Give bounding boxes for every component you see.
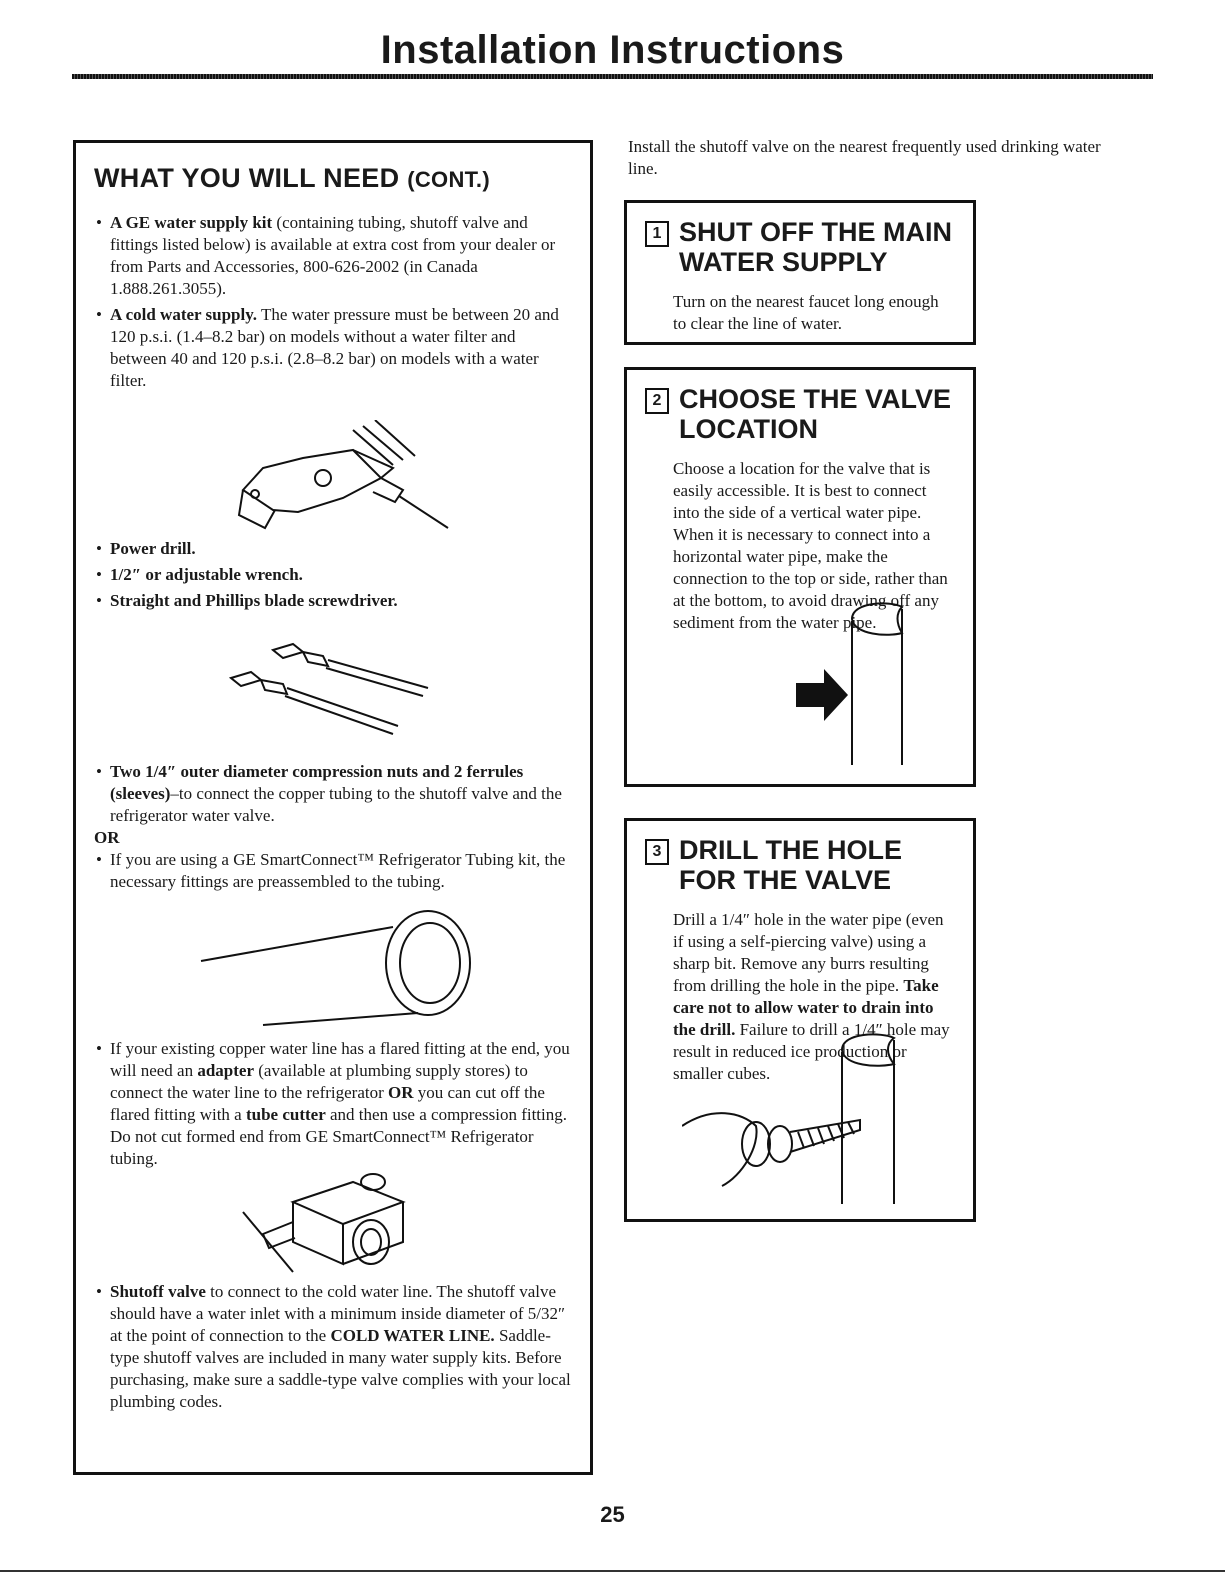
step-3-box	[624, 818, 976, 1222]
what-you-will-need-heading	[94, 163, 572, 194]
heading-cont: (CONT.)	[407, 167, 490, 192]
tool-wrench-label: 1/2″ or adjustable wrench.	[110, 565, 303, 584]
bullet-water-supply-kit	[94, 212, 572, 300]
step-1-number: 1	[645, 221, 669, 247]
cold-water-text: The water pressure must be between 20 and 120 p.s.i. (1.4–8.2 bar) on models without a water filter and between 40 and 120 p.s.i. (2.8–8.2 bar) on models with a water filter.	[110, 305, 559, 390]
what-you-will-need-box	[73, 140, 593, 1475]
shutoff-text-b: Saddle-type shutoff valves are included in many water supply kits. Before purchasing, make sure a saddle-type valve complies with your local plumbing codes.	[110, 1326, 571, 1411]
title-rule	[72, 74, 1153, 79]
step-3-warning: Take care not to allow water to drain into the drill.	[673, 976, 939, 1039]
step-2-box	[624, 367, 976, 787]
bullet-cold-water-supply	[94, 304, 572, 392]
tool-screwdriver-label: Straight and Phillips blade screwdriver.	[110, 591, 398, 610]
cold-water-bold: A cold water supply.	[110, 305, 258, 324]
kit-bold: A GE water supply kit	[110, 213, 273, 232]
bullet-flared-fitting	[94, 1038, 572, 1170]
tool-wrench	[94, 564, 572, 586]
adapter-bold: adapter	[197, 1061, 255, 1080]
step-2-title: CHOOSE THE VALVE LOCATION	[679, 384, 952, 444]
flared-text-a: If your existing copper water line has a flared fitting at the end, you will need an	[110, 1039, 570, 1080]
tool-screwdriver	[94, 590, 572, 612]
power-drill-illustration	[203, 420, 463, 530]
step-2-number: 2	[645, 388, 669, 414]
shutoff-valve-illustration	[233, 1172, 433, 1277]
heading-main: WHAT YOU WILL NEED	[94, 163, 400, 193]
step-3-body-a: Drill a 1/4″ hole in the water pipe (even if using a self-piercing valve) using a sharp bit. Remove any burrs resulting from drilling the hole in the pipe.	[673, 910, 944, 995]
flared-or-bold: OR	[388, 1083, 414, 1102]
kit-text: (containing tubing, shutoff valve and fittings listed below) is available at extra cost from your dealer or from Parts and Accessories, 800-626-2002 (in Canada 1.888.261.3055).	[110, 213, 556, 298]
flared-text-c: you can cut off the flared fitting with a	[110, 1083, 545, 1124]
tube-end-illustration	[183, 897, 483, 1032]
shutoff-bold: Shutoff valve	[110, 1282, 206, 1301]
tool-power-drill-label: Power drill.	[110, 539, 196, 558]
smartconnect-text: If you are using a GE SmartConnect™ Refrigerator Tubing kit, the necessary fittings are preassembled to the tubing.	[110, 850, 566, 891]
flared-text-d: and then use a compression fitting. Do not cut formed end from GE SmartConnect™ Refrigerator tubing.	[110, 1105, 568, 1168]
bullet-compression-nuts	[94, 761, 572, 827]
shutoff-text-a: to connect to the cold water line. The shutoff valve should have a water inlet with a minimum inside diameter of 5/32″ at the point of connection to the	[110, 1282, 566, 1345]
flared-text-b: (available at plumbing supply stores) to connect the water line to the refrigerator	[110, 1061, 528, 1102]
bullet-smartconnect	[94, 849, 572, 893]
step-3-number: 3	[645, 839, 669, 865]
nuts-bold: Two 1/4″ outer diameter compression nuts and 2 ferrules (sleeves)	[110, 762, 524, 803]
step-3-title: DRILL THE HOLE FOR THE VALVE	[679, 835, 903, 895]
vertical-pipe-arrow-illustration	[792, 595, 932, 770]
step-3-body-b: Failure to drill a 1/4″ hole may result in reduced ice production or smaller cubes.	[673, 1020, 950, 1083]
page-title: Installation Instructions	[380, 28, 845, 72]
bottom-rule	[0, 1570, 1225, 1572]
tool-power-drill	[94, 538, 572, 560]
tube-cutter-bold: tube cutter	[245, 1105, 326, 1124]
page-number: 25	[600, 1502, 625, 1527]
bullet-shutoff-valve	[94, 1281, 572, 1413]
step-2-body: Choose a location for the valve that is easily accessible. It is best to connect into the side of a vertical water pipe. When it is necessary to connect into a horizontal water pipe, make the connection to the top or side, rather than at the bottom, to avoid drawing off any sediment from the water pipe.	[673, 459, 948, 632]
compression-nut-tubing-illustration	[223, 630, 443, 745]
intro-text: Install the shutoff valve on the nearest frequently used drinking water line.	[628, 137, 1101, 178]
cold-water-line-bold: COLD WATER LINE.	[330, 1326, 495, 1345]
step-1-box	[624, 200, 976, 345]
step-1-body: Turn on the nearest faucet long enough to clear the line of water.	[673, 292, 939, 333]
nuts-text: –to connect the copper tubing to the shutoff valve and the refrigerator water valve.	[110, 784, 562, 825]
or-label: OR	[94, 828, 120, 847]
step-1-title: SHUT OFF THE MAIN WATER SUPPLY	[679, 217, 952, 277]
drilling-pipe-illustration	[682, 1026, 942, 1206]
